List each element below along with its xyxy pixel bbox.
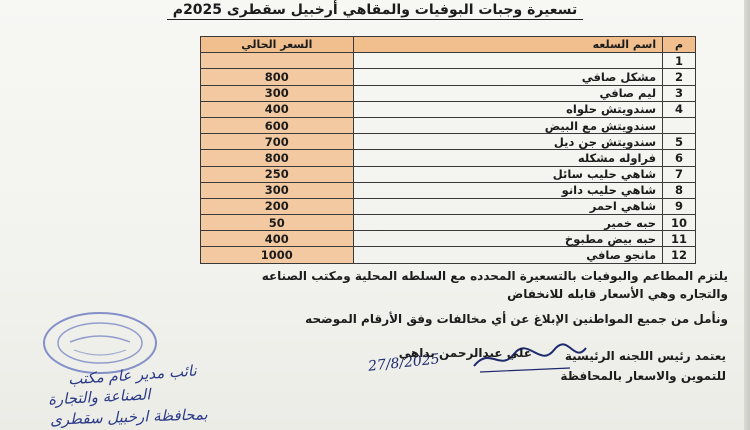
row-price: 400 (201, 101, 354, 117)
row-item-name: شاهي احمر (353, 198, 662, 214)
note-line-2: والتجاره وهي الأسعار قابله للانخفاض (507, 287, 728, 301)
row-num: 1 (663, 53, 696, 69)
approval-block (560, 346, 726, 386)
row-item-name: مانجو صافي (353, 247, 662, 263)
approval-line-1: يعتمد رئيس اللجنه الرئيسية (564, 349, 726, 363)
price-table (200, 36, 696, 264)
row-num: 6 (663, 150, 696, 166)
header-current-price: السعر الحالي (201, 37, 354, 53)
row-num (663, 117, 696, 133)
table-row (201, 85, 696, 101)
row-num: 4 (663, 101, 696, 117)
row-item-name: ليم صافي (353, 85, 662, 101)
row-num: 3 (663, 85, 696, 101)
row-num: 9 (663, 198, 696, 214)
row-price: 50 (201, 215, 354, 231)
signature-date: 27/8/2025 (367, 351, 441, 375)
row-item-name: مشكل صافي (353, 69, 662, 85)
table-row (201, 117, 696, 133)
official-name: علي عبدالرحمن بداهي (398, 346, 532, 360)
row-num: 5 (663, 134, 696, 150)
note-line-1: يلتزم المطاعم والبوفيات بالتسعيرة المحدده مع السلطه المحلية ومكتب الصناعه (261, 269, 728, 283)
row-price: 1000 (201, 247, 354, 263)
document-title (0, 2, 750, 20)
row-item-name: سندويتش حلواه (353, 101, 662, 117)
row-price: 200 (201, 198, 354, 214)
row-item-name: شاهي حليب سائل (353, 166, 662, 182)
table-row (201, 247, 696, 263)
table-row (201, 150, 696, 166)
table-row (201, 166, 696, 182)
row-price (201, 53, 354, 69)
page-edge (744, 0, 750, 430)
title-text: تسعيرة وجبات البوفيات والمقاهي أرخبيل سقطرى 2025م (167, 2, 583, 20)
table-row (201, 231, 696, 247)
note-line-3: ونأمل من جميع المواطنين الإبلاغ عن أي مخالفات وفق الأرقام الموضحه (305, 312, 728, 326)
handwritten-title-line-3: بمحافظة ارخبيل سقطرى (49, 405, 209, 429)
row-price: 250 (201, 166, 354, 182)
row-item-name: فراوله مشكله (353, 150, 662, 166)
approval-line-2: للتموين والاسعار بالمحافظة (560, 369, 726, 383)
table-row (201, 134, 696, 150)
row-price: 400 (201, 231, 354, 247)
header-item-name: اسم السلعه (353, 37, 662, 53)
table-row (201, 215, 696, 231)
row-item-name: سندويتش مع البيض (353, 117, 662, 133)
row-item-name: حبه بيض مطبوخ (353, 231, 662, 247)
row-price: 800 (201, 150, 354, 166)
official-name-block (232, 346, 532, 360)
table-row (201, 69, 696, 85)
row-num: 12 (663, 247, 696, 263)
table-row (201, 53, 696, 69)
header-num: م (663, 37, 696, 53)
row-item-name: شاهي حليب دانو (353, 182, 662, 198)
row-num: 11 (663, 231, 696, 247)
table-header-row (201, 37, 696, 53)
table-row (201, 182, 696, 198)
row-num: 7 (663, 166, 696, 182)
row-num: 8 (663, 182, 696, 198)
row-price: 700 (201, 134, 354, 150)
row-price: 800 (201, 69, 354, 85)
handwritten-title-line-2: الصناعة والتجارة (47, 385, 151, 409)
handwritten-title-line-1: نائب مدير عام مكتب (67, 361, 198, 389)
row-item-name (353, 53, 662, 69)
row-price: 600 (201, 117, 354, 133)
table-row (201, 101, 696, 117)
row-item-name: حبه خمير (353, 215, 662, 231)
row-price: 300 (201, 85, 354, 101)
row-num: 10 (663, 215, 696, 231)
table-row (201, 198, 696, 214)
row-item-name: سندويتش جن ديل (353, 134, 662, 150)
row-num: 2 (663, 69, 696, 85)
row-price: 300 (201, 182, 354, 198)
